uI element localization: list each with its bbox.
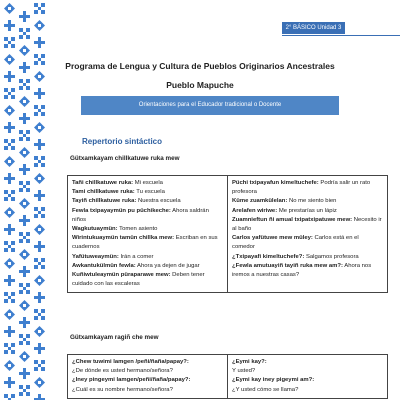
border-motif xyxy=(19,96,30,107)
motif-column-1 xyxy=(4,0,15,400)
phrase-line xyxy=(72,358,223,367)
border-motif xyxy=(4,224,15,235)
phrase-line xyxy=(232,234,383,252)
phrase-line xyxy=(72,234,223,252)
phrase-line xyxy=(232,367,383,376)
phrase-spanish: Tu escuela xyxy=(134,189,165,196)
border-motif xyxy=(34,377,45,388)
border-motif xyxy=(19,334,30,345)
phrase-line xyxy=(72,367,223,376)
phrase-spanish: Necesito ir al baño xyxy=(232,216,382,233)
phrase-line xyxy=(232,262,383,280)
border-motif xyxy=(19,215,30,226)
border-motif xyxy=(4,343,15,354)
phrase-column-right xyxy=(228,355,388,399)
border-motif xyxy=(34,224,45,235)
phrase-spanish: ¿De dónde es usted hermano/señora? xyxy=(72,368,173,375)
phrase-line xyxy=(232,207,383,216)
border-motif xyxy=(4,292,15,303)
phrase-line xyxy=(72,271,223,289)
phrase-line xyxy=(232,179,383,197)
phrase-spanish: ¿Cuál es su nombre hermano/señora? xyxy=(72,386,173,393)
border-motif xyxy=(19,300,30,311)
border-motif xyxy=(34,326,45,337)
phrase-spanish: Ahora nos iremos a nuestras casas? xyxy=(232,262,372,279)
border-motif xyxy=(4,37,15,48)
phrase-mapudungun: Tayiñ chillkatuwe ruka: xyxy=(72,198,137,205)
phrase-spanish: Carlos está en el comedor xyxy=(232,235,359,251)
phrase-line xyxy=(232,386,383,395)
border-motif xyxy=(34,88,45,99)
phrase-mapudungun: Kuñiwtuleaymün püraparawe mew: xyxy=(72,272,171,279)
border-motif xyxy=(19,181,30,192)
border-motif xyxy=(4,326,15,337)
phrase-line xyxy=(232,253,383,262)
border-motif xyxy=(4,360,15,371)
phrase-spanish: Y usted? xyxy=(232,368,256,375)
phrase-spanish: Mi escuela xyxy=(133,180,163,186)
border-motif xyxy=(19,351,30,362)
border-motif xyxy=(19,62,30,73)
border-motif xyxy=(34,241,45,252)
phrase-line xyxy=(232,376,383,385)
border-motif xyxy=(4,156,15,167)
phrase-mapudungun: Zuamnieftun ñi amual txipatxipatuwe mew: xyxy=(232,216,353,223)
border-motif xyxy=(4,54,15,65)
phrase-mapudungun: Fewla txipayaymün pu püchikeche: xyxy=(72,207,171,214)
phrase-spanish: Salgamos profesora xyxy=(304,253,359,260)
phrase-line xyxy=(232,197,383,206)
border-motif xyxy=(4,122,15,133)
phrase-spanish: Nuestra escuela xyxy=(136,198,181,205)
border-motif xyxy=(34,207,45,218)
phrase-line xyxy=(232,216,383,234)
border-motif xyxy=(34,139,45,150)
motif-column-2 xyxy=(19,8,30,400)
border-motif xyxy=(19,232,30,243)
phrase-spanish: ¿Y usted cómo se llama? xyxy=(232,386,299,393)
border-motif xyxy=(4,173,15,184)
border-motif xyxy=(19,368,30,379)
phrase-mapudungun: ¿Txipayafi kimeltuchefe?: xyxy=(232,253,305,260)
section-title: Repertorio sintáctico xyxy=(82,137,163,146)
page-title: Programa de Lengua y Cultura de Pueblos Originarios Ancestrales xyxy=(65,61,335,71)
phrase-table-school xyxy=(67,175,388,293)
border-motif xyxy=(34,360,45,371)
phrase-line xyxy=(72,225,223,234)
border-motif xyxy=(4,275,15,286)
border-motif xyxy=(4,258,15,269)
phrase-mapudungun: Püchi txipayafun kimeltuchefe: xyxy=(232,180,319,186)
phrase-line xyxy=(72,376,223,385)
border-motif xyxy=(19,113,30,124)
border-motif xyxy=(4,309,15,320)
border-motif xyxy=(34,20,45,31)
border-motif xyxy=(34,3,45,14)
phrase-spanish: Podría salir un rato profesora xyxy=(232,180,371,196)
table1-heading: Gütxamkayam chillkatuwe ruka mew xyxy=(70,155,180,162)
phrase-mapudungun: Arelafen wiriwe: xyxy=(232,207,278,214)
border-motif xyxy=(34,156,45,167)
phrase-line xyxy=(232,358,383,367)
border-motif xyxy=(19,317,30,328)
border-motif xyxy=(19,79,30,90)
border-motif xyxy=(4,88,15,99)
border-motif xyxy=(34,37,45,48)
border-motif xyxy=(34,122,45,133)
border-motif xyxy=(19,45,30,56)
grade-tag: 2° BÁSICO Unidad 3 xyxy=(282,22,345,34)
phrase-mapudungun: Tañi chillkatuwe ruka: xyxy=(72,180,134,186)
border-motif xyxy=(4,20,15,31)
phrase-spanish: Deben tener cuidado con las escaleras xyxy=(72,272,205,288)
header-rule xyxy=(282,35,400,36)
phrase-line xyxy=(72,207,223,225)
border-motif xyxy=(34,173,45,184)
decorative-border xyxy=(0,0,58,400)
phrase-column-right xyxy=(228,176,388,293)
border-motif xyxy=(4,71,15,82)
table2-heading: Gütxamkayam ragiñ che mew xyxy=(70,334,159,341)
border-motif xyxy=(19,11,30,22)
phrase-mapudungun: Wagkutuaymün: xyxy=(72,226,118,233)
phrase-mapudungun: Carlos yafütuwe mew müley: xyxy=(232,235,313,242)
guidance-banner: Orientaciones para el Educador tradicional o Docente xyxy=(81,96,339,115)
border-motif xyxy=(19,198,30,209)
phrase-mapudungun: ¿Chew tuwimi lamgen /peñi/ñaña/papay?: xyxy=(72,359,189,365)
border-motif xyxy=(19,130,30,141)
phrase-spanish: No me siento bien xyxy=(287,198,337,205)
phrase-line xyxy=(72,197,223,206)
phrase-spanish: Ahora ya dejen de jugar xyxy=(135,262,200,269)
border-motif xyxy=(4,241,15,252)
border-motif xyxy=(4,139,15,150)
phrase-spanish: Me prestarías un lápiz xyxy=(277,207,337,214)
phrase-mapudungun: ¿Fewla amutuayiñ tayiñ ruka mew am?: xyxy=(232,262,343,269)
phrase-mapudungun: Küme zuamkülelan: xyxy=(232,198,288,205)
border-motif xyxy=(34,258,45,269)
border-motif xyxy=(19,385,30,396)
phrase-mapudungun: ¿Eymi kay?: xyxy=(232,359,267,365)
phrase-column-left xyxy=(68,176,228,293)
border-motif xyxy=(19,147,30,158)
phrase-mapudungun: ¿Iney pingeymi lamgen/peñi/ñaña/papay?: xyxy=(72,377,191,384)
phrase-spanish: Tomen asiento xyxy=(117,226,158,233)
phrase-spanish: Ahora saldrán niños xyxy=(72,207,209,223)
border-motif xyxy=(34,275,45,286)
phrase-line xyxy=(72,179,223,188)
phrase-spanish: Irán a comer xyxy=(118,253,154,260)
border-motif xyxy=(4,190,15,201)
phrase-spanish: Escriban en sus cuadernos xyxy=(72,235,218,251)
border-motif xyxy=(34,394,45,400)
phrase-line xyxy=(72,253,223,262)
phrase-column-left xyxy=(68,355,228,399)
border-motif xyxy=(4,207,15,218)
phrase-table-people xyxy=(67,354,388,399)
border-motif xyxy=(34,292,45,303)
border-motif xyxy=(19,249,30,260)
border-motif xyxy=(4,394,15,400)
phrase-mapudungun: Wirintukuaymün tamün chillka mew: xyxy=(72,235,175,242)
border-motif xyxy=(19,164,30,175)
border-motif xyxy=(34,54,45,65)
border-motif xyxy=(34,343,45,354)
border-motif xyxy=(34,105,45,116)
border-motif xyxy=(4,3,15,14)
border-motif xyxy=(4,105,15,116)
phrase-mapudungun: ¿Eymi kay iney pigeymi am?: xyxy=(232,377,315,384)
phrase-mapudungun: Yafütuweaymün: xyxy=(72,253,119,260)
phrase-mapudungun: Tami chillkatuwe ruka: xyxy=(72,189,135,196)
border-motif xyxy=(19,283,30,294)
border-motif xyxy=(19,266,30,277)
motif-column-3 xyxy=(34,0,45,400)
phrase-line xyxy=(72,386,223,395)
page-subtitle: Pueblo Mapuche xyxy=(166,80,234,90)
border-motif xyxy=(19,28,30,39)
phrase-line xyxy=(72,262,223,271)
phrase-line xyxy=(72,188,223,197)
phrase-mapudungun: Awkantukülmün fewla: xyxy=(72,262,136,269)
border-motif xyxy=(34,71,45,82)
border-motif xyxy=(34,309,45,320)
border-motif xyxy=(34,190,45,201)
border-motif xyxy=(4,377,15,388)
